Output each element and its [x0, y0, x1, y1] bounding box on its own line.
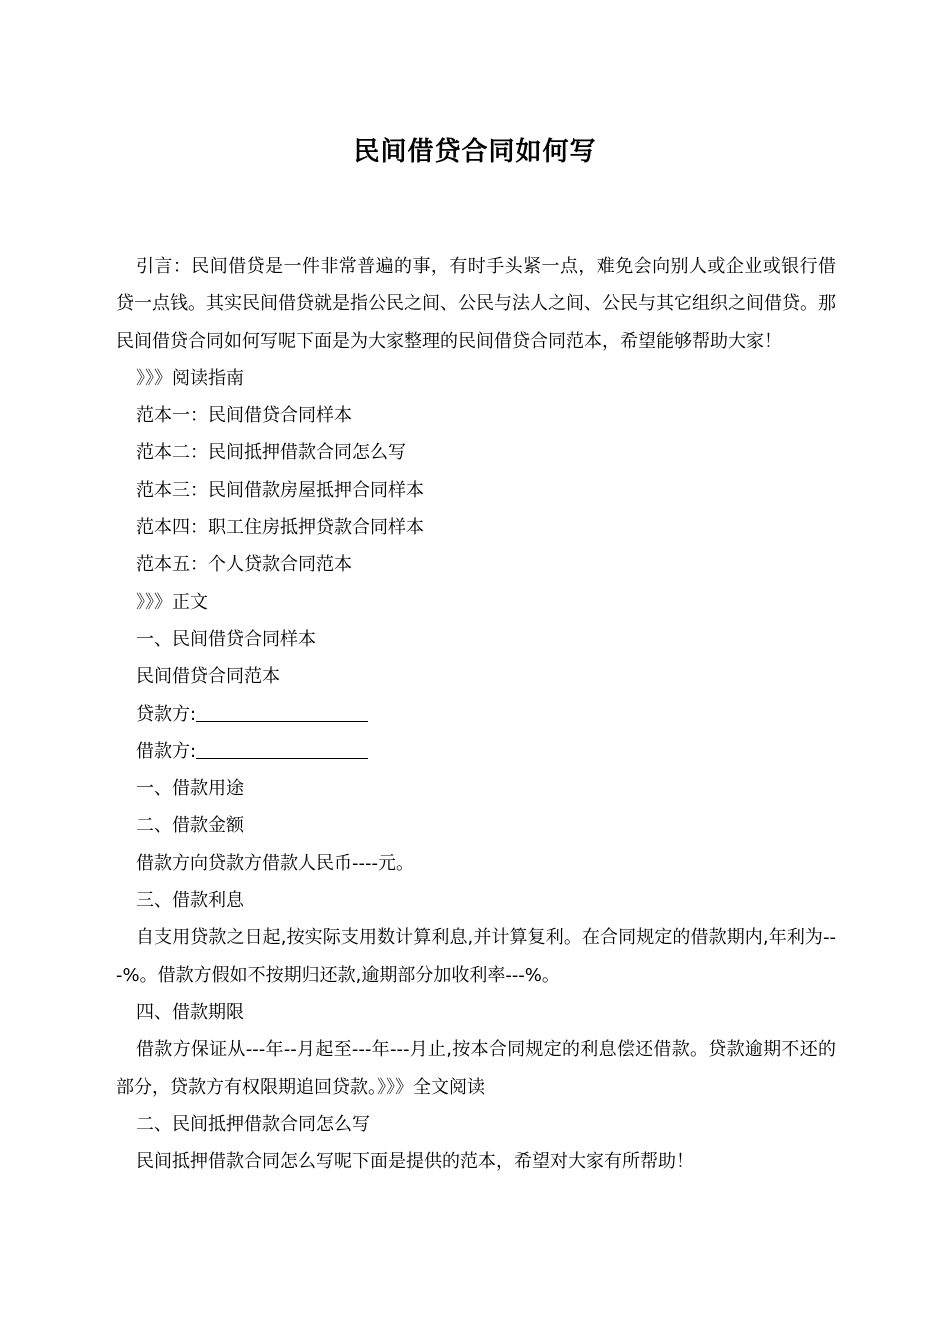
section-heading: 二、民间抵押借款合同怎么写 [136, 1113, 370, 1135]
section-text: 民间抵押借款合同怎么写呢下面是提供的范本，希望对大家有所帮助！ [136, 1151, 694, 1173]
clause-text: 自支用贷款之日起,按实际支用数计算利息,并计算复利。在合同规定的借款期内,年利为---%。借款方假如不按期归还款,逾期部分加收利率---%。 [116, 927, 836, 986]
clause-heading: 二、借款金额 [136, 815, 244, 837]
document-body [116, 248, 836, 1180]
clause-heading: 三、借款利息 [136, 890, 244, 912]
clause-text: 借款方保证从---年--月起至---年---月止,按本合同规定的利息偿还借款。贷款逾期不还的部分，贷款方有权限期追回贷款。》》》全文阅读 [116, 1039, 836, 1098]
guide-item: 范本二：民间抵押借款合同怎么写 [136, 442, 406, 464]
intro-paragraph: 引言：民间借贷是一件非常普遍的事，有时手头紧一点，难免会向别人或企业或银行借贷一点钱。其实民间借贷就是指公民之间、公民与法人之间、公民与其它组织之间借贷。那民间借贷合同如何写呢下面是为大家整理的民间借贷合同范本，希望能够帮助大家！ [116, 256, 836, 352]
contract-title: 民间借贷合同范本 [136, 666, 280, 688]
guide-heading: 》》》阅读指南 [136, 367, 244, 389]
clause-heading: 一、借款用途 [136, 778, 244, 800]
main-heading: 》》》正文 [136, 591, 208, 613]
lender-blank [196, 703, 368, 722]
lender-line [116, 696, 836, 733]
borrower-label: 借款方: [136, 740, 197, 762]
section-heading: 一、民间借贷合同样本 [136, 628, 316, 650]
guide-item: 范本四：职工住房抵押贷款合同样本 [136, 517, 424, 539]
guide-item: 范本五：个人贷款合同范本 [136, 554, 352, 576]
guide-item: 范本一：民间借贷合同样本 [136, 405, 352, 427]
guide-item: 范本三：民间借款房屋抵押合同样本 [136, 479, 424, 501]
clause-text: 借款方向贷款方借款人民币----元。 [136, 852, 414, 874]
borrower-line [116, 733, 836, 770]
borrower-blank [196, 740, 368, 759]
page-title: 民间借贷合同如何写 [353, 137, 597, 167]
lender-label: 贷款方: [136, 703, 197, 725]
clause-heading: 四、借款期限 [136, 1001, 244, 1023]
